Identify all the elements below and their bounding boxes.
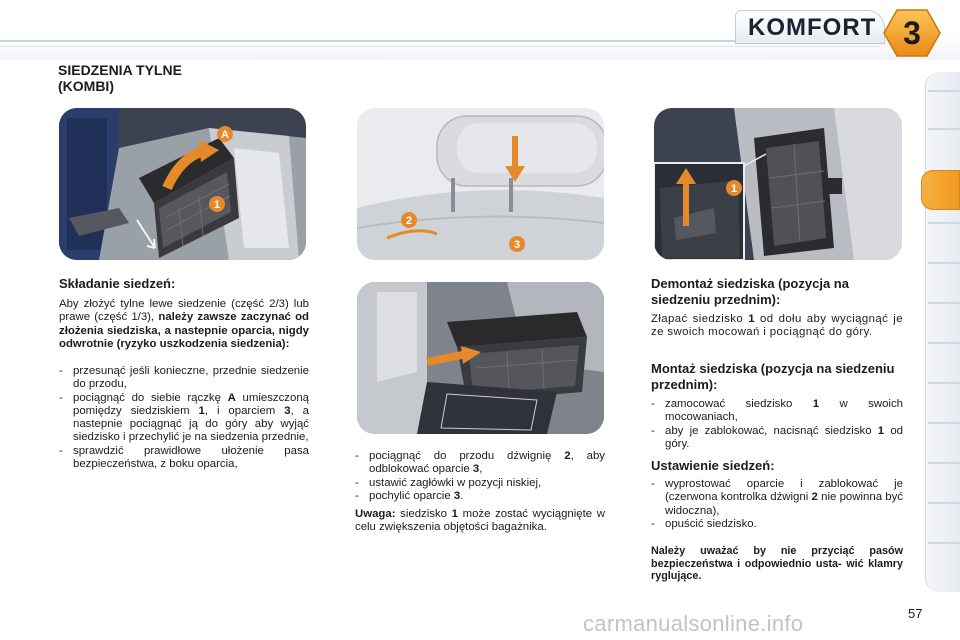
note-text: może zostać wyciągnięte w celu zwiększenia objętości bagażnika. (355, 508, 605, 534)
chapter-number: 3 (903, 15, 921, 51)
side-tab-divider (928, 422, 960, 424)
headrest-illustration (357, 108, 604, 260)
ref-handle-a: A (227, 391, 236, 404)
side-tab-divider (928, 342, 960, 344)
side-tab-divider (928, 90, 960, 92)
ref-cushion-1: 1 (748, 313, 755, 325)
ref-backrest-3: 3 (472, 463, 480, 476)
photo-headrest-lever (357, 108, 604, 260)
folding-step-text: przesunąć jeśli konieczne, przednie siedzenie do przodu, (73, 365, 309, 391)
page-title-line2: (KOMBI) (58, 78, 114, 94)
callout-2: 2 (405, 215, 413, 227)
folding-step (59, 392, 309, 445)
backrest-step-text: . (460, 489, 464, 502)
setting-step-text: wyprostować oparcie i zablokować je (czerwona kontrolka dźwigni (665, 478, 903, 504)
folding-step (59, 365, 309, 392)
folding-intro-text: Aby złożyć tylne lewe siedzenie (część 2/3) lub prawe (część 1/3), (59, 298, 309, 324)
fold-seat-illustration (59, 108, 306, 260)
callout-1-removal: 1 (730, 183, 738, 195)
folding-intro-warning: należy zawsze zaczynać od złożenia siedziska, a nastepnie oparcia, nigdy odwrotnie (ryzyko uszkodzenia siedzenia): (59, 311, 309, 350)
watermark: carmanualsonline.info (583, 611, 804, 636)
side-tab-rail (925, 72, 960, 592)
ref-cushion-1: 1 (812, 398, 820, 410)
photo-tilt-seatback (357, 282, 604, 434)
side-tab-active-chapter[interactable] (921, 170, 960, 210)
photo-remove-cushion (654, 108, 902, 260)
ref-lever-2: 2 (811, 491, 818, 504)
setting-steps (651, 478, 903, 531)
note-label: Uwaga: (355, 508, 396, 520)
backrest-step-text: pochylić oparcie (369, 489, 451, 502)
removal-title: Demontaż siedziska (pozycja na siedzeniu przednim): (651, 276, 849, 307)
folding-intro (59, 298, 309, 351)
side-tab-divider (928, 462, 960, 464)
callout-1: 1 (213, 199, 221, 211)
page-number: 57 (908, 606, 923, 621)
ref-lever-2: 2 (564, 450, 571, 462)
mounting-step (651, 398, 903, 425)
ref-cushion-1: 1 (877, 424, 885, 437)
remove-cushion-illustration (654, 108, 902, 260)
folding-steps (59, 365, 309, 471)
backrest-step-text: pociągnąć do przodu dźwignię (369, 450, 552, 462)
page-title (58, 62, 182, 94)
ref-backrest-3: 3 (453, 489, 461, 502)
ref-backrest-3: 3 (284, 404, 291, 417)
setting-step (651, 518, 903, 531)
folding-step-text: umieszczoną pomiędzy siedziskiem (73, 391, 309, 417)
photo-fold-seat-cushion (59, 108, 306, 260)
folding-step-text: pociągnąć do siebie rączkę (73, 391, 221, 404)
backrest-steps (355, 450, 605, 503)
side-tab-divider (928, 302, 960, 304)
folding-title: Składanie siedzeń: (59, 276, 176, 291)
setting-step (651, 478, 903, 518)
setting-step-text: opuścić siedzisko. (665, 517, 757, 530)
backrest-step (355, 490, 605, 503)
setting-title: Ustawienie siedzeń: (651, 458, 775, 473)
side-tab-divider (928, 382, 960, 384)
ref-cushion-1: 1 (451, 508, 458, 520)
side-tab-divider (928, 502, 960, 504)
middle-note (355, 508, 605, 535)
removal-text-part: od dołu aby wyciągnąć je ze swoich mocowań i pociągnąć do góry. (651, 313, 903, 339)
side-tab-divider (928, 128, 960, 130)
page-title-line1: SIEDZENIA TYLNE (58, 62, 182, 78)
backrest-step-text: ustawić zagłówki w pozycji niskiej, (369, 476, 542, 489)
mounting-step (651, 425, 903, 452)
note-text: siedzisko (400, 508, 447, 520)
chapter-badge (883, 8, 941, 58)
backrest-step (355, 450, 605, 477)
mounting-step-text: zamocować siedzisko (665, 398, 793, 410)
mounting-step-text: od góry. (665, 424, 904, 450)
header-rule-thin (0, 46, 880, 47)
seatbelt-warning: Należy uważać by nie przyciąć pasów bezpieczeństwa i odpowiednio usta- wić klamry ryglujące. (651, 545, 903, 583)
backrest-step (355, 477, 605, 490)
side-tab-divider (928, 222, 960, 224)
tilt-seatback-illustration (357, 282, 604, 434)
ref-cushion-1: 1 (198, 404, 205, 417)
removal-text (651, 313, 903, 340)
callout-3: 3 (513, 239, 521, 251)
mounting-title: Montaż siedziska (pozycja na siedzeniu przednim): (651, 361, 895, 392)
backrest-step-text: , aby odblokować oparcie (369, 450, 605, 476)
section-title-komfort: KOMFORT (748, 14, 877, 41)
removal-text-part: Złapać siedzisko (651, 313, 744, 325)
folding-step (59, 445, 309, 472)
side-tab-divider (928, 542, 960, 544)
folding-step-text: , i oparciem (204, 404, 276, 417)
setting-step-text: nie powinna być widoczna), (665, 491, 904, 517)
folding-step-text: , a nastepnie pociągnąć ją do góry aby wyjąć siedzisko i przechylić je na siedzenia przednie, (73, 404, 310, 444)
mounting-step-text: aby je zablokować, nacisnąć siedzisko (665, 424, 872, 437)
side-tab-divider (928, 262, 960, 264)
mounting-steps (651, 398, 903, 451)
folding-step-text: sprawdzić prawidłowe ułożenie pasa bezpieczeństwa, z boku oparcia, (73, 444, 309, 471)
backrest-step-text: , (479, 463, 483, 476)
callout-a: A (221, 129, 229, 141)
mounting-step-text: w swoich mocowaniach, (665, 398, 903, 424)
